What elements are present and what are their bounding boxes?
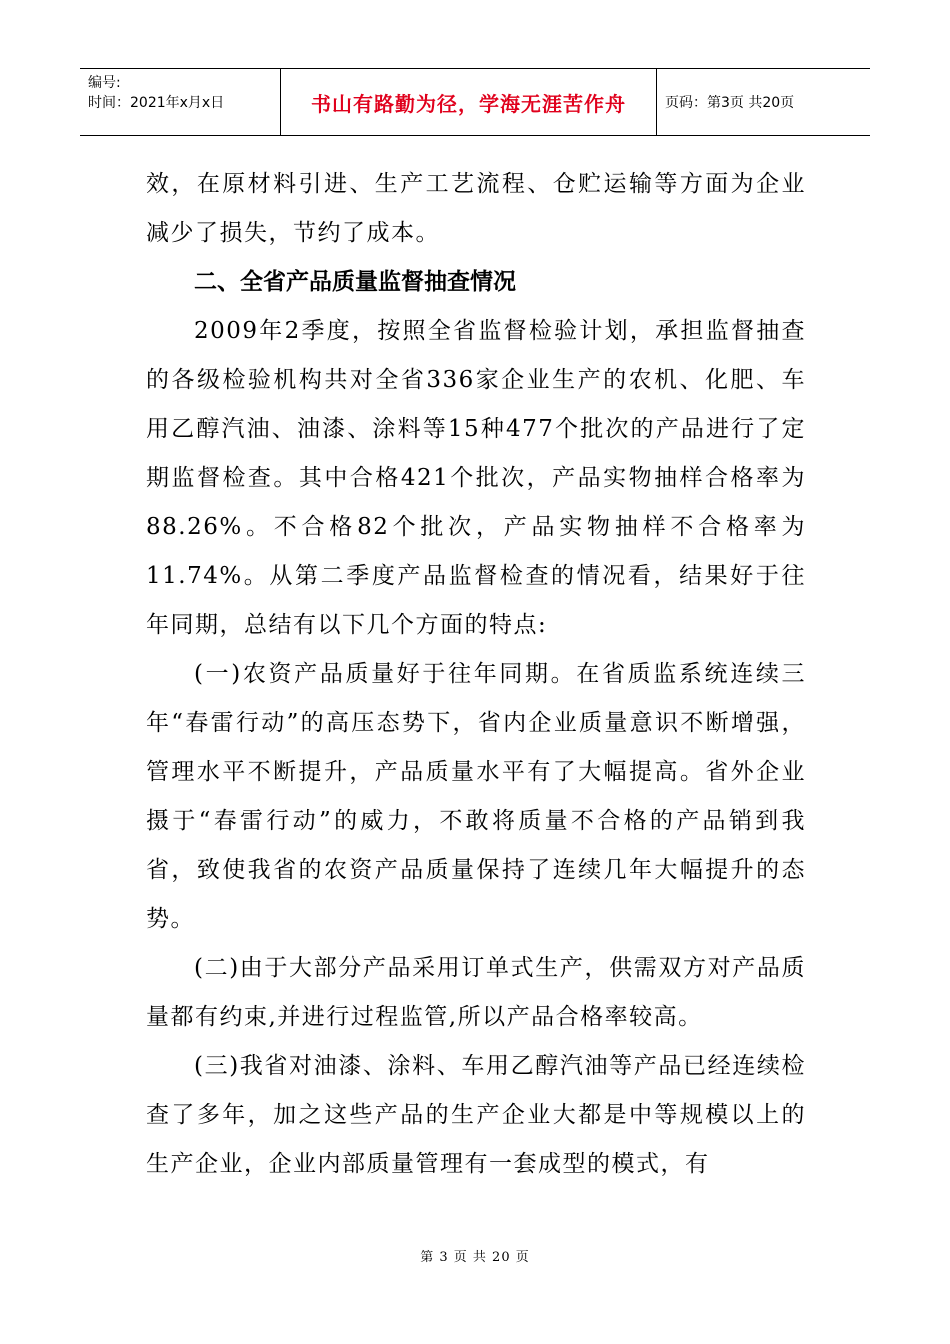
header-meta xyxy=(80,69,281,135)
paragraph-1: 效，在原材料引进、生产工艺流程、仓贮运输等方面为企业减少了损失，节约了成本。 xyxy=(146,171,806,246)
paragraph-5: (三)我省对油漆、涂料、车用乙醇汽油等产品已经连续检查了多年，加之这些产品的生产企业大都是中等规模以上的生产企业，企业内部质量管理有一套成型的模式，有 xyxy=(146,1053,806,1177)
paragraph-4: (二)由于大部分产品采用订单式生产，供需双方对产品质量都有约束,并进行过程监管,所以产品合格率较高。 xyxy=(146,955,806,1030)
document-body xyxy=(146,160,806,1189)
page-header xyxy=(80,68,870,136)
header-motto: 书山有路勤为径，学海无涯苦作舟 xyxy=(281,69,657,135)
section-heading: 二、全省产品质量监督抽查情况 xyxy=(194,269,516,295)
page-footer: 第 3 页 共 20 页 xyxy=(420,1250,530,1265)
number-label: 编号: xyxy=(88,75,121,91)
paragraph-3: (一)农资产品质量好于往年同期。在省质监系统连续三年“春雷行动”的高压态势下，省内企业质量意识不断增强，管理水平不断提升，产品质量水平有了大幅提高。省外企业摄于“春雷行动”的威力，不敢将质量不合格的产品销到我省，致使我省的农资产品质量保持了连续几年大幅提升的态势。 xyxy=(146,661,806,932)
header-page-info: 页码：第3页 共20页 xyxy=(665,95,795,111)
time-label: 时间：2021年x月x日 xyxy=(88,95,225,111)
paragraph-2: 2009年2季度，按照全省监督检验计划，承担监督抽查的各级检验机构共对全省336家企业生产的农机、化肥、车用乙醇汽油、油漆、涂料等15种477个批次的产品进行了定期监督检查。其中合格421个批次，产品实物抽样合格率为88.26%。不合格82个批次，产品实物抽样不合格率为11.74%。从第二季度产品监督检查的情况看，结果好于往年同期，总结有以下几个方面的特点: xyxy=(146,318,806,638)
